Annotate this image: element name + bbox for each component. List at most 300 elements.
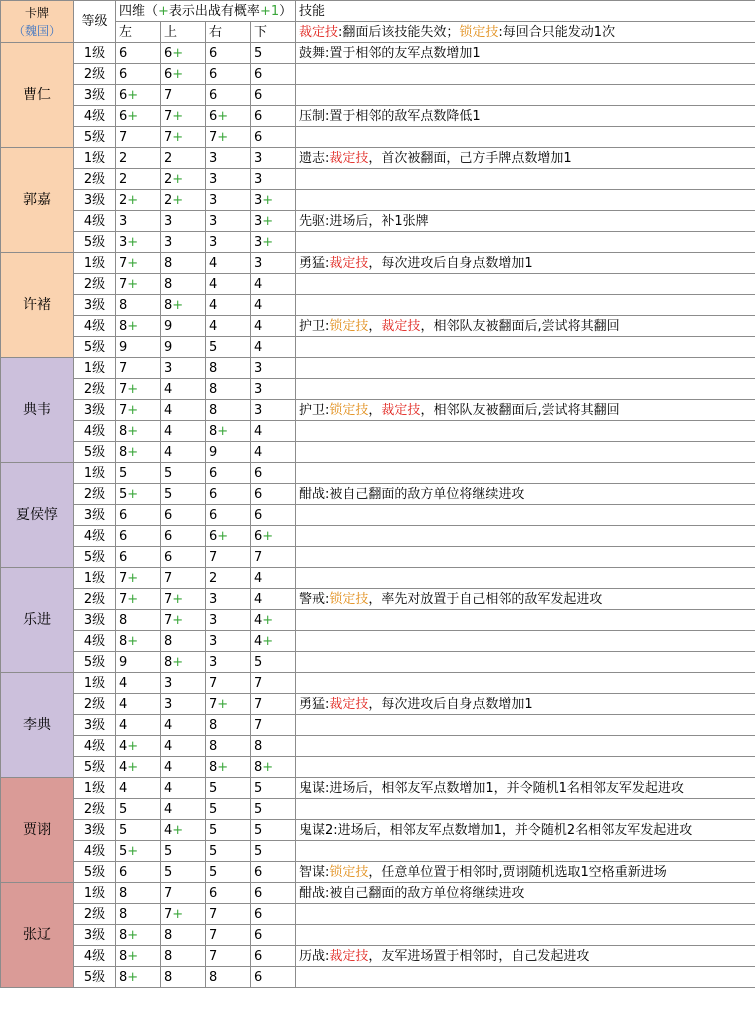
stat-down: 4 [251, 442, 296, 463]
stat-down: 6 [251, 946, 296, 967]
stat-left: 7+ [116, 379, 161, 400]
stat-left: 8+ [116, 442, 161, 463]
skill-cell [296, 85, 755, 106]
skill-cell [296, 484, 755, 505]
skill-text: 裁定技 [329, 696, 369, 712]
stat-up: 8+ [161, 652, 206, 673]
skill-text: 裁定技 [329, 255, 369, 271]
stat-left: 8+ [116, 421, 161, 442]
level-cell: 5级 [74, 862, 116, 883]
stat-up: 9 [161, 316, 206, 337]
stat-up: 5 [161, 841, 206, 862]
stat-down: 7 [251, 715, 296, 736]
stat-right: 4 [206, 295, 251, 316]
faction-label: （魏国） [12, 23, 61, 38]
level-cell: 1级 [74, 778, 116, 799]
table-row [1, 568, 755, 589]
stat-up: 6 [161, 526, 206, 547]
level-cell: 3级 [74, 190, 116, 211]
stat-down: 6 [251, 64, 296, 85]
table-row [1, 610, 755, 631]
stat-right: 6 [206, 883, 251, 904]
skill-cell [296, 589, 755, 610]
stat-right: 5 [206, 799, 251, 820]
level-column-header: 等级 [74, 1, 116, 43]
stat-left: 7 [116, 358, 161, 379]
stat-left: 8 [116, 295, 161, 316]
stat-header-left: 左 [116, 22, 161, 43]
stat-down: 4 [251, 589, 296, 610]
stat-down: 6 [251, 106, 296, 127]
stat-up: 8 [161, 631, 206, 652]
skill-cell [296, 946, 755, 967]
stat-right: 8 [206, 736, 251, 757]
skill-cell [296, 232, 755, 253]
stat-down: 7 [251, 547, 296, 568]
skill-text: 鬼谋2:进场后，相邻友军点数增加1，并令随机2名相邻友军发起进攻 [299, 822, 693, 838]
stat-right: 5 [206, 778, 251, 799]
stat-right: 4 [206, 253, 251, 274]
skill-text: ，相邻队友被翻面后,尝试将其翻回 [420, 402, 620, 418]
skill-text: 锁定技 [329, 864, 369, 880]
stat-right: 5 [206, 820, 251, 841]
stat-left: 8+ [116, 925, 161, 946]
stat-down: 6 [251, 505, 296, 526]
table-row [1, 400, 755, 421]
stat-left: 8 [116, 610, 161, 631]
stat-left: 4+ [116, 757, 161, 778]
level-cell: 2级 [74, 904, 116, 925]
level-cell: 3级 [74, 925, 116, 946]
stat-right: 8 [206, 715, 251, 736]
level-cell: 1级 [74, 148, 116, 169]
table-row [1, 463, 755, 484]
skill-text: ，友军进场置于相邻时，自己发起进攻 [368, 948, 590, 964]
header-row-1 [1, 1, 755, 22]
skill-text: ，率先对放置于自己相邻的敌军发起进攻 [368, 591, 603, 607]
stat-down: 6 [251, 967, 296, 988]
stat-right: 7+ [206, 127, 251, 148]
stat-left: 8 [116, 904, 161, 925]
stat-up: 4 [161, 379, 206, 400]
legend-suoding: 锁定技 [459, 24, 499, 40]
stat-up: 7+ [161, 904, 206, 925]
stat-left: 7+ [116, 568, 161, 589]
stat-up: 7+ [161, 106, 206, 127]
stat-up: 4 [161, 778, 206, 799]
level-cell: 3级 [74, 400, 116, 421]
stat-up: 6 [161, 505, 206, 526]
level-cell: 3级 [74, 295, 116, 316]
stat-left: 8 [116, 883, 161, 904]
table-row [1, 106, 755, 127]
stat-up: 7 [161, 568, 206, 589]
stat-up: 4 [161, 799, 206, 820]
stat-right: 8+ [206, 757, 251, 778]
stat-up: 3 [161, 211, 206, 232]
table-row [1, 736, 755, 757]
skill-cell [296, 253, 755, 274]
skill-cell [296, 379, 755, 400]
stat-left: 6 [116, 526, 161, 547]
skill-text: 锁定技 [329, 318, 369, 334]
skill-cell [296, 904, 755, 925]
table-row [1, 43, 755, 64]
skill-cell [296, 106, 755, 127]
stat-up: 3 [161, 673, 206, 694]
stat-header-right: 右 [206, 22, 251, 43]
table-row [1, 190, 755, 211]
stat-right: 8 [206, 379, 251, 400]
level-cell: 3级 [74, 715, 116, 736]
skill-cell [296, 64, 755, 85]
stat-right: 5 [206, 841, 251, 862]
skill-cell [296, 337, 755, 358]
skill-text: 锁定技 [329, 402, 369, 418]
stat-left: 8+ [116, 316, 161, 337]
stat-left: 2+ [116, 190, 161, 211]
stat-up: 6+ [161, 43, 206, 64]
stat-left: 3+ [116, 232, 161, 253]
stat-up: 4 [161, 421, 206, 442]
level-cell: 5级 [74, 127, 116, 148]
stat-down: 6 [251, 127, 296, 148]
stat-right: 7 [206, 673, 251, 694]
skill-cell [296, 715, 755, 736]
stat-up: 2 [161, 148, 206, 169]
table-row [1, 442, 755, 463]
skill-cell [296, 694, 755, 715]
stat-right: 7+ [206, 694, 251, 715]
stat-down: 5 [251, 778, 296, 799]
skill-cell [296, 862, 755, 883]
card-name: 李典 [1, 673, 74, 778]
table-row [1, 778, 755, 799]
level-cell: 4级 [74, 946, 116, 967]
skill-cell [296, 148, 755, 169]
table-row [1, 862, 755, 883]
skill-cell [296, 547, 755, 568]
skill-text: 酣战:被自己翻面的敌方单位将继续进攻 [299, 885, 525, 901]
level-cell: 3级 [74, 820, 116, 841]
table-row [1, 946, 755, 967]
stat-right: 8 [206, 400, 251, 421]
stat-right: 6 [206, 463, 251, 484]
skill-text: 锁定技 [329, 591, 369, 607]
stat-up: 4+ [161, 820, 206, 841]
stat-down: 4+ [251, 610, 296, 631]
card-name: 许褚 [1, 253, 74, 358]
card-name: 贾诩 [1, 778, 74, 883]
card-name: 曹仁 [1, 43, 74, 148]
skill-cell [296, 610, 755, 631]
skill-cell [296, 274, 755, 295]
stat-left: 4 [116, 694, 161, 715]
skill-cell [296, 127, 755, 148]
table-row [1, 316, 755, 337]
stat-right: 6 [206, 64, 251, 85]
skill-text: 裁定技 [329, 948, 369, 964]
table-row [1, 505, 755, 526]
stat-right: 6 [206, 484, 251, 505]
stat-up: 4 [161, 442, 206, 463]
stat-left: 9 [116, 337, 161, 358]
skill-text: 酣战:被自己翻面的敌方单位将继续进攻 [299, 486, 525, 502]
card-name: 乐进 [1, 568, 74, 673]
stat-down: 6 [251, 862, 296, 883]
stat-right: 8 [206, 358, 251, 379]
stat-right: 8+ [206, 421, 251, 442]
skill-cell [296, 967, 755, 988]
skill-cell [296, 316, 755, 337]
skill-cell [296, 799, 755, 820]
stat-left: 4 [116, 778, 161, 799]
level-cell: 4级 [74, 421, 116, 442]
level-cell: 2级 [74, 484, 116, 505]
skill-cell [296, 883, 755, 904]
level-cell: 5级 [74, 967, 116, 988]
table-row [1, 148, 755, 169]
stat-down: 3 [251, 358, 296, 379]
level-cell: 5级 [74, 652, 116, 673]
stat-header-down: 下 [251, 22, 296, 43]
stat-right: 3 [206, 631, 251, 652]
stat-up: 8+ [161, 295, 206, 316]
table-row [1, 967, 755, 988]
skill-text: 裁定技 [381, 402, 421, 418]
stat-right: 5 [206, 337, 251, 358]
level-cell: 4级 [74, 841, 116, 862]
stat-left: 3 [116, 211, 161, 232]
stat-left: 6 [116, 862, 161, 883]
skill-cell [296, 442, 755, 463]
stat-up: 8 [161, 946, 206, 967]
stat-up: 8 [161, 253, 206, 274]
stat-left: 9 [116, 652, 161, 673]
card-name: 典韦 [1, 358, 74, 463]
level-cell: 5级 [74, 337, 116, 358]
stat-right: 4 [206, 274, 251, 295]
stat-right: 7 [206, 946, 251, 967]
level-cell: 1级 [74, 568, 116, 589]
skill-cell [296, 568, 755, 589]
skill-text: 裁定技 [329, 150, 369, 166]
stat-down: 3 [251, 253, 296, 274]
stat-up: 3 [161, 358, 206, 379]
level-cell: 1级 [74, 43, 116, 64]
stat-down: 6+ [251, 526, 296, 547]
stat-left: 5 [116, 799, 161, 820]
stat-up: 7+ [161, 127, 206, 148]
stat-right: 3 [206, 652, 251, 673]
stat-up: 5 [161, 484, 206, 505]
stat-up: 5 [161, 463, 206, 484]
stat-down: 5 [251, 820, 296, 841]
table-row [1, 358, 755, 379]
level-cell: 1级 [74, 358, 116, 379]
stat-left: 4 [116, 715, 161, 736]
table-row [1, 589, 755, 610]
table-row [1, 379, 755, 400]
level-cell: 2级 [74, 694, 116, 715]
stat-left: 7+ [116, 400, 161, 421]
skill-text: ， [368, 402, 382, 418]
stat-down: 7 [251, 673, 296, 694]
stat-right: 3 [206, 169, 251, 190]
level-cell: 3级 [74, 610, 116, 631]
stat-down: 6 [251, 925, 296, 946]
level-cell: 2级 [74, 169, 116, 190]
stat-up: 6+ [161, 64, 206, 85]
card-column-label: 卡牌 [24, 5, 49, 20]
stat-left: 7 [116, 127, 161, 148]
skill-cell [296, 778, 755, 799]
stat-up: 7 [161, 883, 206, 904]
table-row [1, 127, 755, 148]
card-name: 张辽 [1, 883, 74, 988]
stat-right: 6 [206, 85, 251, 106]
stat-down: 4 [251, 421, 296, 442]
table-row [1, 631, 755, 652]
stat-up: 6 [161, 547, 206, 568]
level-cell: 5级 [74, 547, 116, 568]
skill-cell [296, 841, 755, 862]
table-row [1, 694, 755, 715]
level-cell: 1级 [74, 253, 116, 274]
skill-text: 智谋: [299, 864, 330, 880]
level-cell: 2级 [74, 64, 116, 85]
skill-text: ，首次被翻面，己方手牌点数增加1 [368, 150, 572, 166]
skill-cell [296, 925, 755, 946]
table-row [1, 673, 755, 694]
stat-left: 6 [116, 505, 161, 526]
level-cell: 5级 [74, 442, 116, 463]
stat-up: 2+ [161, 169, 206, 190]
skill-text: 先驱:进场后，补1张牌 [299, 213, 429, 229]
skill-text: 历战: [299, 948, 330, 964]
level-cell: 3级 [74, 505, 116, 526]
stat-down: 6 [251, 484, 296, 505]
stat-down: 5 [251, 799, 296, 820]
stat-down: 3+ [251, 211, 296, 232]
skill-cell [296, 43, 755, 64]
table-row [1, 85, 755, 106]
stat-up: 7 [161, 85, 206, 106]
skill-cell [296, 505, 755, 526]
stat-down: 4 [251, 568, 296, 589]
level-cell: 4级 [74, 526, 116, 547]
skill-text: 护卫: [299, 318, 330, 334]
stat-right: 6 [206, 505, 251, 526]
stat-left: 2 [116, 169, 161, 190]
stat-up: 7+ [161, 589, 206, 610]
level-cell: 1级 [74, 883, 116, 904]
skill-cell [296, 295, 755, 316]
skill-cell [296, 421, 755, 442]
stat-right: 3 [206, 589, 251, 610]
skill-text: ， [368, 318, 382, 334]
skill-cell [296, 673, 755, 694]
card-name: 郭嘉 [1, 148, 74, 253]
level-cell: 3级 [74, 85, 116, 106]
stat-left: 6+ [116, 85, 161, 106]
table-row [1, 799, 755, 820]
table-row [1, 715, 755, 736]
stat-up: 8 [161, 967, 206, 988]
stat-left: 7+ [116, 589, 161, 610]
skill-cell [296, 736, 755, 757]
table-row [1, 64, 755, 85]
stat-left: 8+ [116, 631, 161, 652]
table-row [1, 484, 755, 505]
stat-up: 4 [161, 400, 206, 421]
table-row [1, 253, 755, 274]
skill-text: ，任意单位置于相邻时,贾诩随机选取1空格重新进场 [368, 864, 667, 880]
card-header-cell [1, 1, 74, 43]
stat-down: 6 [251, 904, 296, 925]
stat-left: 5 [116, 463, 161, 484]
stat-down: 6 [251, 883, 296, 904]
stat-up: 7+ [161, 610, 206, 631]
card-name: 夏侯惇 [1, 463, 74, 568]
stat-down: 8+ [251, 757, 296, 778]
table-row [1, 169, 755, 190]
skill-cell [296, 652, 755, 673]
skill-cell [296, 211, 755, 232]
stat-right: 4 [206, 316, 251, 337]
skill-cell [296, 526, 755, 547]
stat-right: 6 [206, 43, 251, 64]
skill-text: 压制:置于相邻的敌军点数降低1 [299, 108, 481, 124]
stat-header-up: 上 [161, 22, 206, 43]
skill-text: 鬼谋:进场后，相邻友军点数增加1，并令随机1名相邻友军发起进攻 [299, 780, 684, 796]
stat-right: 7 [206, 904, 251, 925]
stat-right: 3 [206, 610, 251, 631]
skill-cell [296, 190, 755, 211]
table-row [1, 547, 755, 568]
legend-caiding: 裁定技 [299, 24, 339, 40]
table-row [1, 652, 755, 673]
level-cell: 4级 [74, 211, 116, 232]
stat-down: 6 [251, 463, 296, 484]
level-cell: 5级 [74, 757, 116, 778]
skills-column-header: 技能 [296, 1, 755, 22]
table-row [1, 211, 755, 232]
skill-cell [296, 169, 755, 190]
stat-left: 6 [116, 64, 161, 85]
skill-cell [296, 463, 755, 484]
table-row [1, 820, 755, 841]
stat-left: 8+ [116, 946, 161, 967]
stat-right: 3 [206, 232, 251, 253]
stat-down: 4 [251, 316, 296, 337]
skill-cell [296, 400, 755, 421]
stat-left: 5 [116, 820, 161, 841]
stat-right: 5 [206, 862, 251, 883]
stat-right: 8 [206, 967, 251, 988]
table-row [1, 421, 755, 442]
stat-down: 6 [251, 85, 296, 106]
stat-right: 6+ [206, 526, 251, 547]
table-row [1, 925, 755, 946]
level-cell: 2级 [74, 589, 116, 610]
stats-column-header: 四维（+表示出战有概率+1） [116, 1, 296, 22]
stat-left: 5+ [116, 484, 161, 505]
stat-left: 4 [116, 673, 161, 694]
level-cell: 2级 [74, 274, 116, 295]
stat-up: 5 [161, 862, 206, 883]
stat-down: 3 [251, 169, 296, 190]
